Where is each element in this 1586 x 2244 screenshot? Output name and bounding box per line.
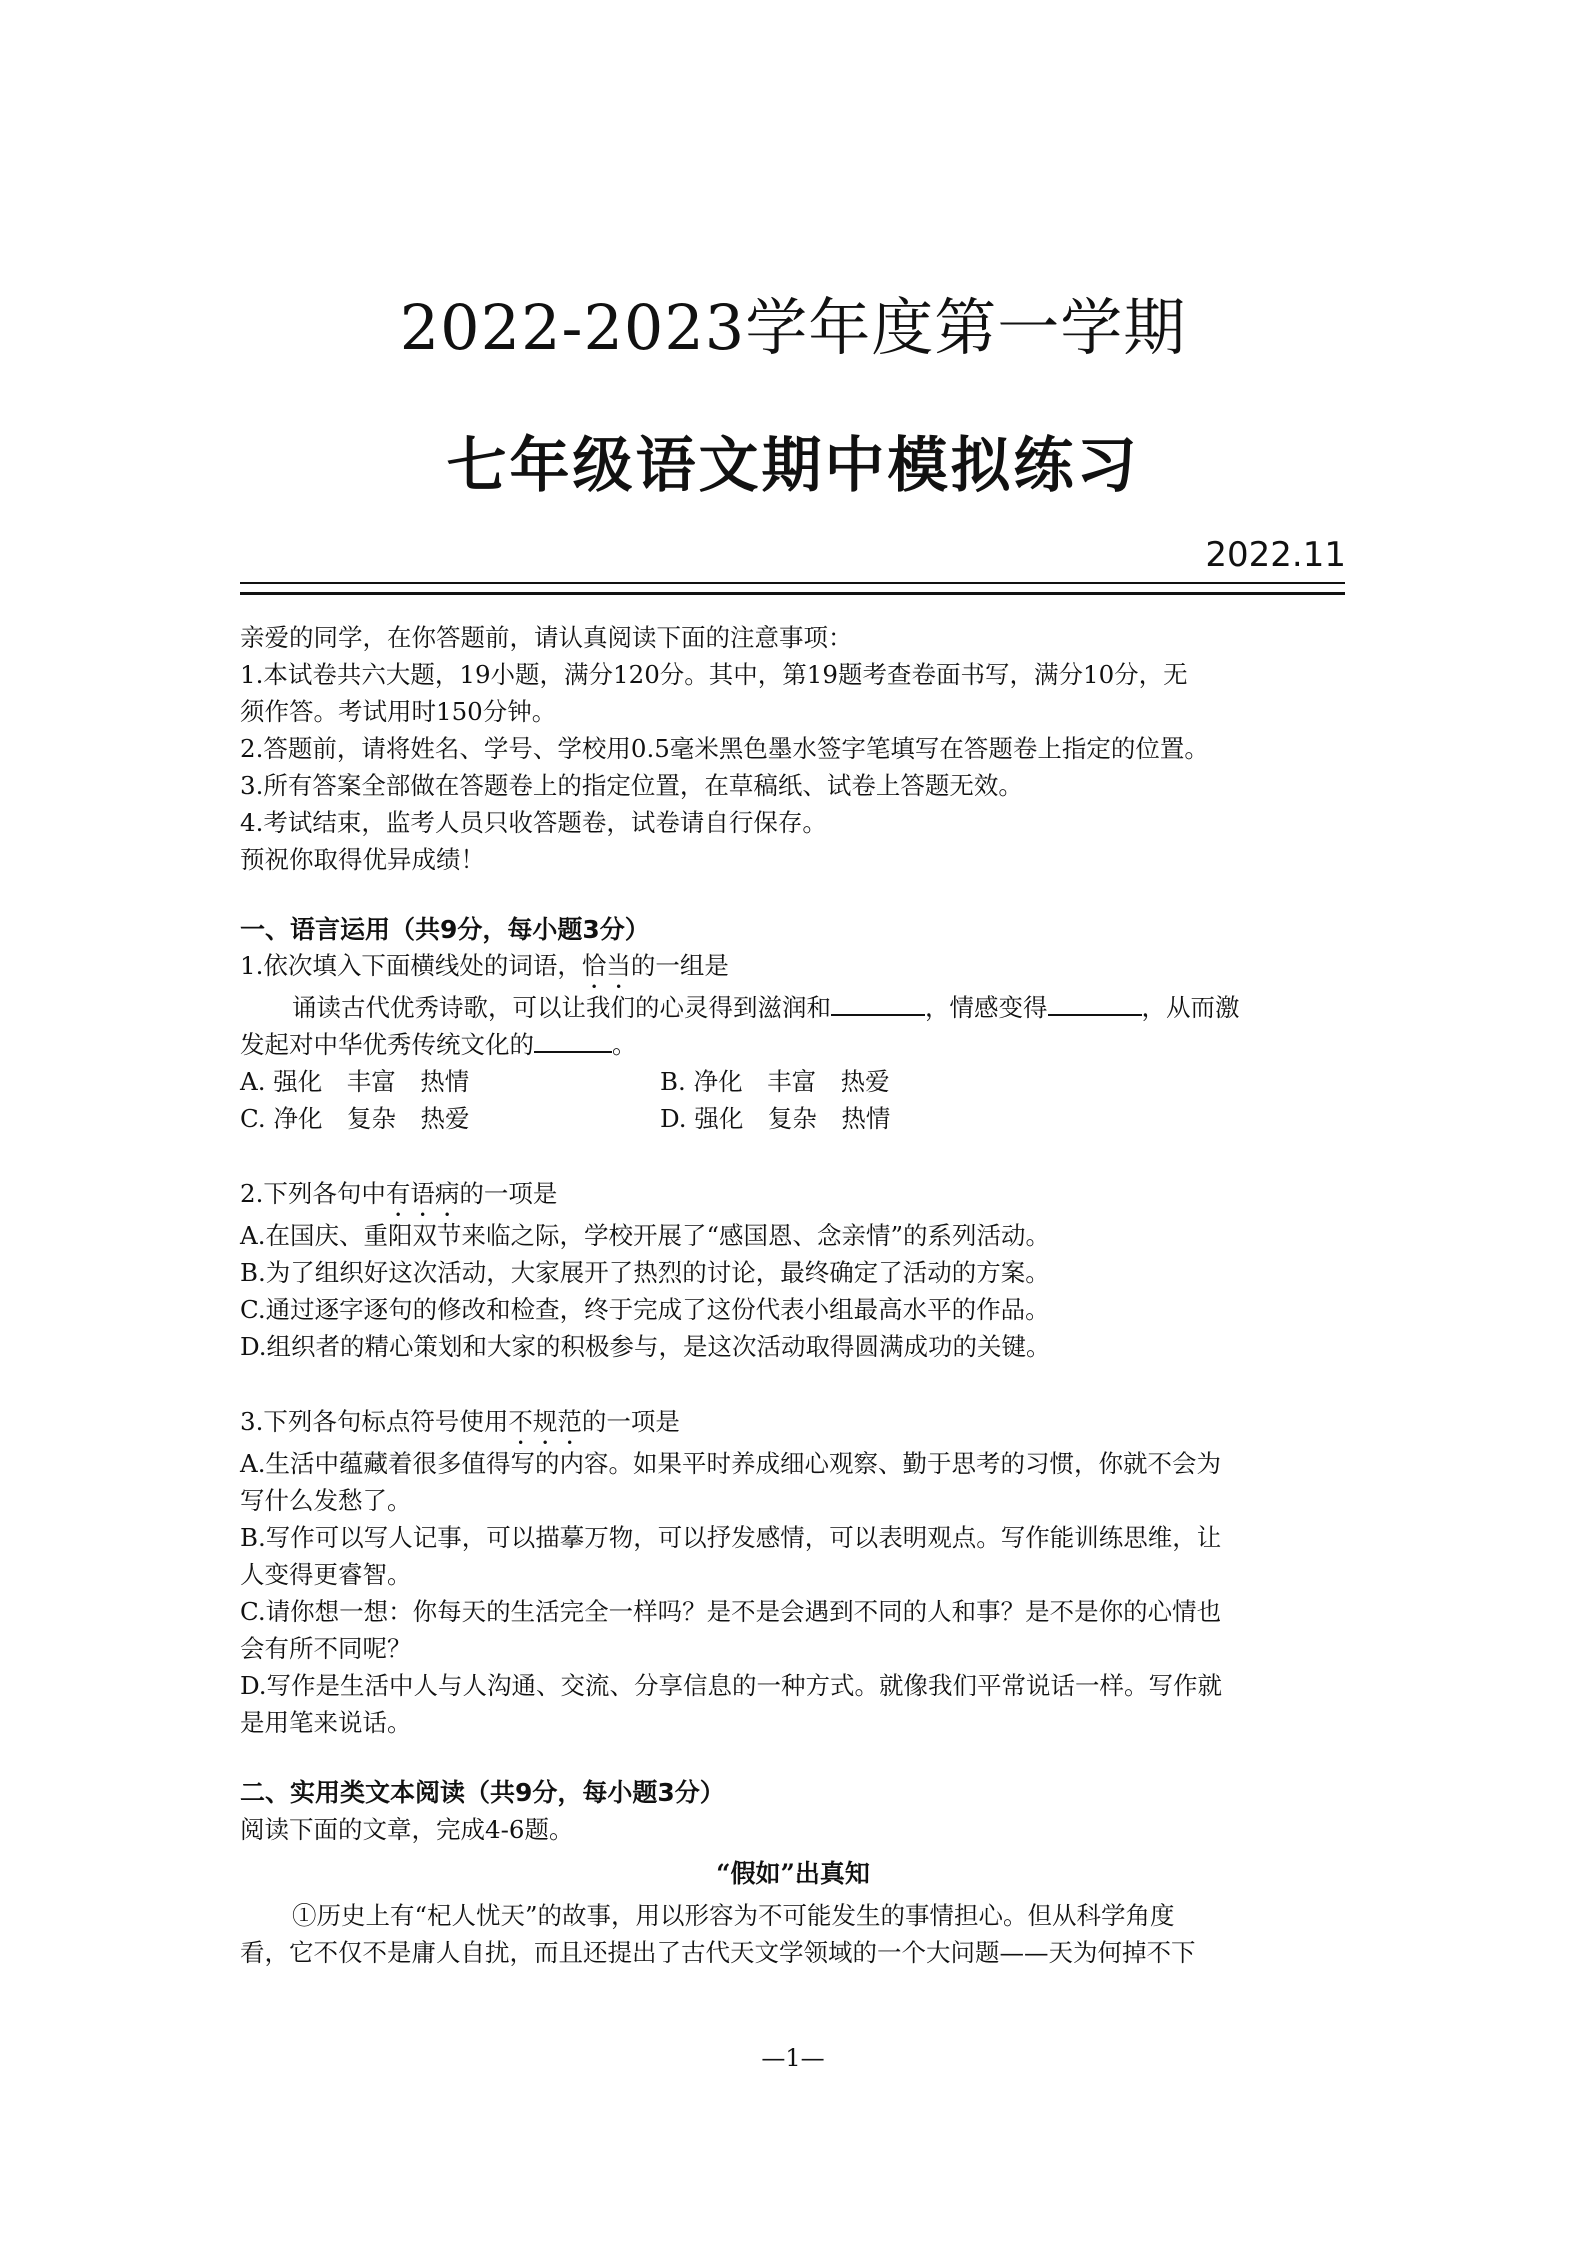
q1-option-d[interactable]: D. 强化 复杂 热情 (660, 1104, 891, 1133)
q3-option-d-line1[interactable]: D.写作是生活中人与人沟通、交流、分享信息的一种方式。就像我们平常说话一样。写作就 (240, 1671, 1223, 1700)
q3-option-d-line2[interactable]: 是用笔来说话。 (240, 1708, 412, 1737)
q1-passage-a1: 诵读古代优秀诗歌，可以让我们的心灵得到滋润和 (292, 993, 831, 1022)
notice-item-1a: 1.本试卷共六大题，19小题，满分120分。其中，第19题考查卷面书写，满分10分，无 (240, 660, 1188, 689)
notice-item-2: 2.答题前，请将姓名、学号、学校用0.5毫米黑色墨水签字笔填写在答题卷上指定的位置。 (240, 734, 1209, 763)
q1-passage-b2: 。 (612, 1030, 637, 1059)
section2-instruction: 阅读下面的文章，完成4-6题。 (240, 1815, 574, 1844)
article-para1-line2: 看，它不仅不是庸人自扰，而且还提出了古代天文学领域的一个大问题——天为何掉不下 (240, 1938, 1196, 1967)
q2-stem-pre: 2.下列各句中 (240, 1179, 386, 1208)
q3-option-b-line1[interactable]: B.写作可以写人记事，可以描摹万物，可以抒发感情，可以表明观点。写作能训练思维，让 (240, 1523, 1222, 1552)
q2-option-b[interactable]: B.为了组织好这次活动，大家展开了热烈的讨论，最终确定了活动的方案。 (240, 1258, 1050, 1287)
section1-heading: 一、语言运用（共9分，每小题3分） (240, 915, 650, 944)
q3-option-a-line2[interactable]: 写什么发愁了。 (240, 1486, 412, 1515)
exam-title-subject: 七年级语文期中模拟练习 (446, 431, 1140, 501)
q1-blank-3[interactable] (534, 1027, 612, 1053)
q3-stem (240, 1404, 680, 1450)
q1-stem-post: 的一组是 (630, 951, 729, 980)
q3-stem-post: 的一项是 (581, 1407, 680, 1436)
notice-wish: 预祝你取得优异成绩！ (240, 845, 485, 874)
q1-passage-a3: ，从而激 (1141, 993, 1240, 1022)
q3-option-b-line2[interactable]: 人变得更睿智。 (240, 1560, 412, 1589)
notice-intro: 亲爱的同学，在你答题前，请认真阅读下面的注意事项： (240, 623, 853, 652)
q1-passage-b1: 发起对中华优秀传统文化的 (240, 1030, 534, 1059)
header-divider-thick (240, 592, 1345, 595)
q2-stem-post: 的一项是 (459, 1179, 558, 1208)
page-number: —1— (761, 2044, 825, 2072)
article-para1-line1: ①历史上有“杞人忧天”的故事，用以形容为不可能发生的事情担心。但从科学角度 (292, 1901, 1175, 1930)
q1-option-b[interactable]: B. 净化 丰富 热爱 (660, 1067, 890, 1096)
q3-option-c-line1[interactable]: C.请你想一想：你每天的生活完全一样吗？是不是会遇到不同的人和事？是不是你的心情也 (240, 1597, 1222, 1626)
q2-stem (240, 1176, 557, 1222)
q1-passage-line1 (292, 990, 1240, 1026)
q1-option-c[interactable]: C. 净化 复杂 热爱 (240, 1104, 470, 1133)
notice-item-3: 3.所有答案全部做在答题卷上的指定位置，在草稿纸、试卷上答题无效。 (240, 771, 1023, 800)
q1-stem (240, 948, 729, 994)
header-divider-thin (240, 582, 1345, 584)
section2-heading: 二、实用类文本阅读（共9分，每小题3分） (240, 1778, 725, 1807)
q3-stem-emphasis: 不规范 (508, 1407, 582, 1436)
q1-passage-line2 (240, 1027, 637, 1063)
q2-option-d[interactable]: D.组织者的精心策划和大家的积极参与，是这次活动取得圆满成功的关键。 (240, 1332, 1051, 1361)
notice-item-4: 4.考试结束，监考人员只收答题卷，试卷请自行保存。 (240, 808, 827, 837)
q2-stem-emphasis: 有语病 (385, 1179, 460, 1208)
q1-stem-pre: 1.依次填入下面横线处的词语， (240, 951, 582, 980)
exam-title-term: 2022-2023学年度第一学期 (399, 291, 1187, 364)
q1-passage-a2: ，情感变得 (925, 993, 1048, 1022)
q3-stem-pre: 3.下列各句标点符号使用 (240, 1407, 509, 1436)
q1-blank-2[interactable] (1048, 990, 1142, 1016)
q3-option-a-line1[interactable]: A.生活中蕴藏着很多值得写的内容。如果平时养成细心观察、勤于思考的习惯，你就不会为 (240, 1449, 1221, 1478)
q2-option-c[interactable]: C.通过逐字逐句的修改和检查，终于完成了这份代表小组最高水平的作品。 (240, 1295, 1050, 1324)
article-title: “假如”出真知 (716, 1859, 870, 1888)
q1-stem-emphasis: 恰当 (581, 951, 631, 980)
q2-option-a[interactable]: A.在国庆、重阳双节来临之际，学校开展了“感国恩、念亲情”的系列活动。 (240, 1221, 1051, 1250)
exam-date: 2022.11 (1205, 535, 1346, 575)
q1-option-a[interactable]: A. 强化 丰富 热情 (240, 1067, 470, 1096)
notice-item-1b: 须作答。考试用时150分钟。 (240, 697, 557, 726)
q3-option-c-line2[interactable]: 会有所不同呢？ (240, 1634, 412, 1663)
q1-blank-1[interactable] (831, 990, 925, 1016)
